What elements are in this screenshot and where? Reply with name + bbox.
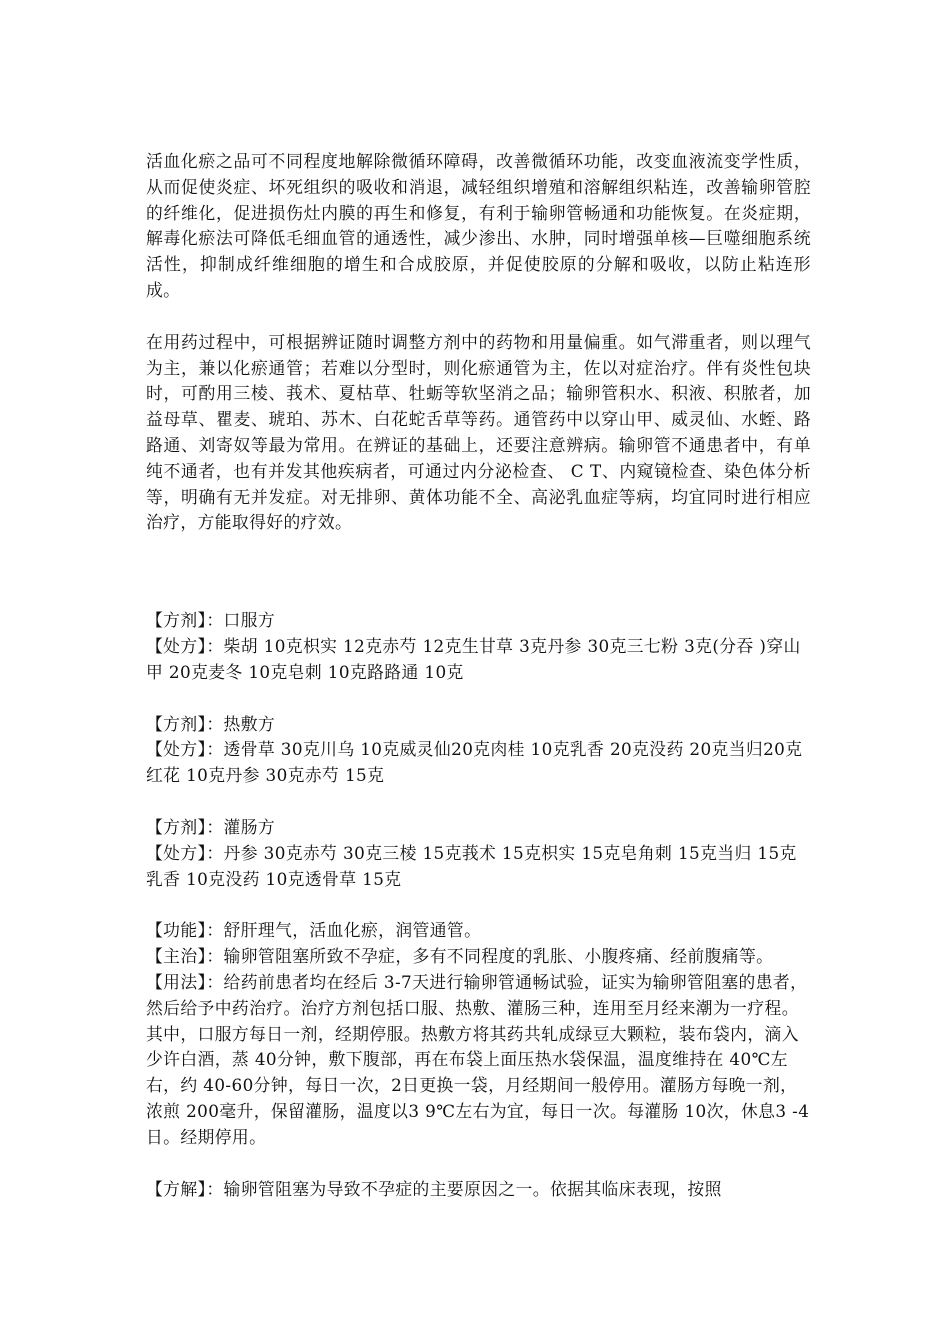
formula-oral [146,608,811,685]
spacer [146,1151,811,1177]
usage-line [146,970,811,1151]
indication-value: ：输卵管阻塞所致不孕症，多有不同程度的乳胀、小腹疼痛、经前腹痛等。 [206,946,774,967]
explanation-label: 【方解】 [146,1178,207,1199]
paragraph-medication-adjustment: 在用药过程中，可根据辨证随时调整方剂中的药物和用量偏重。如气滞重者，则以理气为主，兼以化瘀通管；若难以分型时，则化瘀通管为主，佐以对症治疗。伴有炎性包块时，可酌用三棱、莪术、夏枯草、牡蛎等软坚消之品；输卵管积水、积液、积脓者，加益母草、瞿麦、琥珀、苏木、白花蛇舌草等药。通管药中以穿山甲、威灵仙、水蛭、路路通、刘寄奴等最为常用。在辨证的基础上，还要注意辨病。输卵管不通患者中，有单纯不通者，也有并发其他疾病者，可通过内分泌检查、 C T、内窥镜检查、染色体分析等，明确有无并发症。对无排卵、黄体功能不全、高泌乳血症等病，均宜同时进行相应治疗，方能取得好的疗效。 [146,331,811,533]
indication-label: 【主治】 [146,946,207,967]
spacer [146,536,811,608]
formula-hot-compress [146,712,811,789]
spacer [146,892,811,918]
formula-type-label: 【方剂】 [146,816,207,837]
prescription-line [146,737,811,789]
prescription-label: 【处方】 [146,739,207,760]
prescription-line [146,841,811,893]
formula-type-label: 【方剂】 [146,610,207,631]
usage-label: 【用法】 [146,971,207,992]
formula-details [146,918,811,1150]
prescription-value: ：透骨草 30克川乌 10克威灵仙20克肉桂 10克乳香 20克没药 20克当归20克红花 10克丹参 30克赤芍 15克 [146,739,803,786]
formula-type-value: ：热敷方 [206,713,276,734]
spacer [146,789,811,815]
spacer [146,686,811,712]
formula-type-line [146,712,811,738]
function-line [146,918,811,944]
formula-type-value: ：口服方 [206,610,276,631]
function-value: ：舒肝理气，活血化瘀，润管通管。 [206,920,482,941]
formula-type-label: 【方剂】 [146,713,207,734]
prescription-label: 【处方】 [146,842,207,863]
formula-type-line [146,608,811,634]
formula-type-value: ：灌肠方 [206,816,276,837]
spacer [146,304,811,330]
explanation-value: ：输卵管阻塞为导致不孕症的主要原因之一。依据其临床表现，按照 [206,1178,722,1199]
paragraph-mechanism: 活血化瘀之品可不同程度地解除微循环障碍，改善微循环功能，改变血液流变学性质，从而促使炎症、坏死组织的吸收和消退，减轻组织增殖和溶解组织粘连，改善输卵管腔的纤维化，促进损伤灶内膜的再生和修复，有利于输卵管畅通和功能恢复。在炎症期，解毒化瘀法可降低毛细血管的通透性，减少渗出、水肿，同时增强单核—巨噬细胞系统活性，抑制成纤维细胞的增生和合成胶原，并促使胶原的分解和吸收，以防止粘连形成。 [146,151,811,300]
document-page [146,149,811,1202]
prescription-line [146,634,811,686]
usage-value: ：给药前患者均在经后 3-7天进行输卵管通畅试验，证实为输卵管阻塞的患者，然后给予中药治疗。治疗方剂包括口服、热敷、灌肠三种，连用至月经来潮为一疗程。其中，口服方每日一剂，经期停服。热敷方将其药共轧成绿豆大颗粒，装布袋内，滴入少许白酒，蒸 40分钟，敷下腹部，再在布袋上面压热水袋保温，温度维持在 40℃左右，约 40-60分钟，每日一次，2日更换一袋，月经期间一般停用。灌肠方每晚一剂，浓煎 200毫升，保留灌肠，温度以3 9℃左右为宜，每日一次。每灌肠 10次，休息3 -4日。经期停用。 [146,971,810,1147]
indication-line [146,944,811,970]
explanation-line [146,1177,811,1203]
function-label: 【功能】 [146,920,207,941]
prescription-value: ：柴胡 10克枳实 12克赤芍 12克生甘草 3克丹参 30克三七粉 3克(分吞 )穿山甲 20克麦冬 10克皂刺 10克路路通 10克 [146,635,801,682]
formula-type-line [146,815,811,841]
formula-enema [146,815,811,892]
prescription-value: ：丹参 30克赤芍 30克三棱 15克莪术 15克枳实 15克皂角刺 15克当归 15克乳香 10克没药 10克透骨草 15克 [146,842,797,889]
prescription-label: 【处方】 [146,635,207,656]
